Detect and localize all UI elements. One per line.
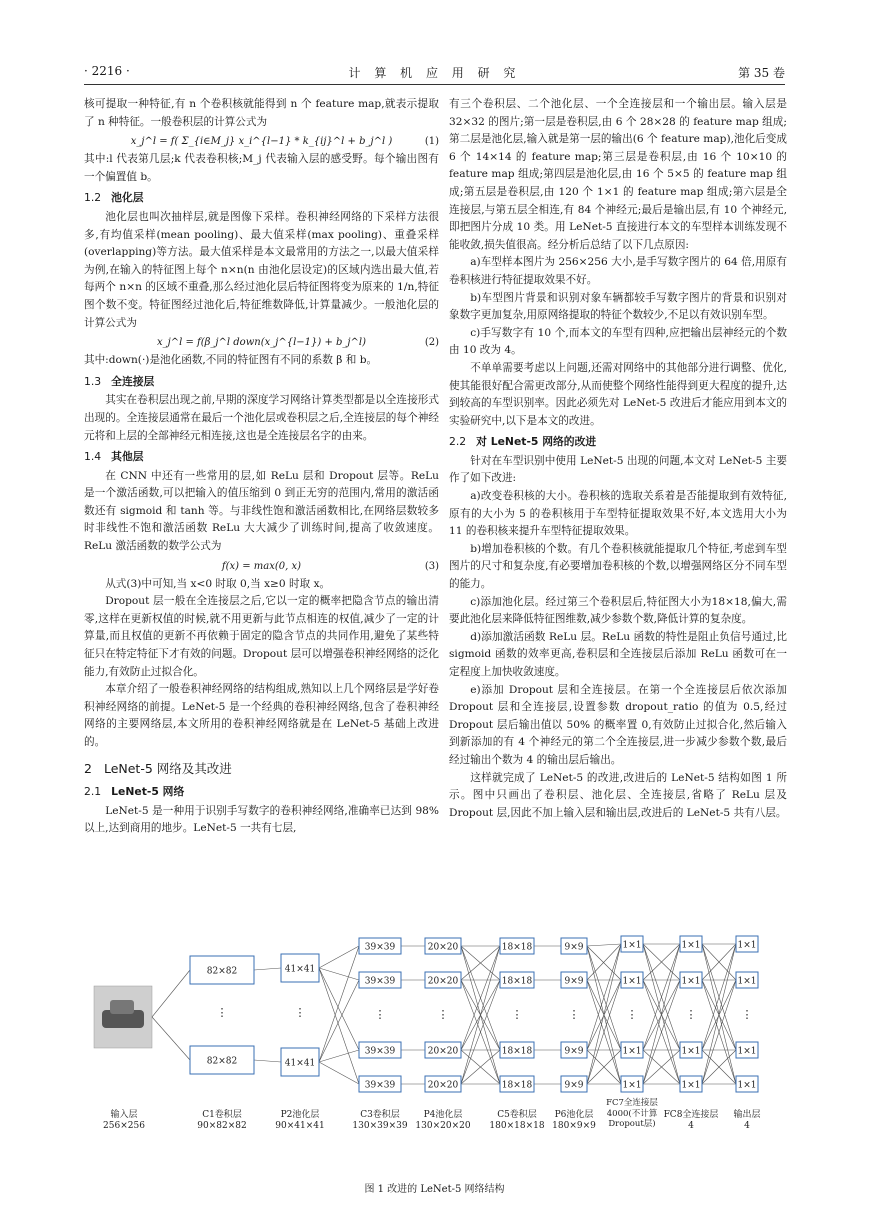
paragraph: 本章介绍了一般卷积神经网络的结构组成,熟知以上几个网络层是学好卷积神经网络的前提。LeNet-5 是一个经典的卷积神经网络,包含了卷积神经网络的主要网络层,本文所用的卷积神经网络就是在 LeNet-5 基础上改进的。 <box>84 683 439 748</box>
input-connection <box>152 970 190 1017</box>
paragraph: 在 CNN 中还有一些常用的层,如 ReLu 层和 Dropout 层等。ReLu 是一个激活函数,可以把输入的值压缩到 0 到正无穷的范围内,常用的激活函数还有 sigmoid 和 tanh 等。与非线性饱和激活函数相比,在网络层数较多时非线性不饱和激活函数 ReLu 大大减少了训练时间,提高了收敛速度。ReLu 激活函数的数学公式为 <box>84 469 439 553</box>
paragraph: 其实在卷积层出现之前,早期的深度学习网络计算类型都是以全连接形式出现的。全连接层通常在最后一个池化层或卷积层之后,全连接层的每个神经元将和上层的全部神经元相连接,这也是全连接层名字的由来。 <box>84 394 439 442</box>
fc7-box-label: 1×1 <box>622 1046 642 1057</box>
header-rule <box>84 84 785 85</box>
fc8-box-ellipsis: ⋮ <box>685 1008 697 1021</box>
journal-name: 计 算 机 应 用 研 究 <box>348 66 521 80</box>
section-heading: 1.3 全连接层 <box>84 374 155 388</box>
paragraph: 池化层也叫次抽样层,就是图像下采样。卷积神经网络的下采样方法很多,有均值采样(mean pooling)、最大值采样(max pooling)、重叠采样(overlapping)等方法。最大值采样是本文最常用的方法之一,以最大值采样为例,在输入的特征图上每个 n×n(n 由池化层设定)的区域内选出最大值,若每两个 n×n 的区域不重叠,那么经过池化层后特征图将变为原来的 1/n,特征图个数不变。特征图经过池化后,特征维数降低,计算量减少。一般池化层的计算公式为 <box>84 210 439 329</box>
input-layer-label-dim: 256×256 <box>103 1121 145 1131</box>
c1-box-label: 82×82 <box>206 966 238 977</box>
out-box-label: 1×1 <box>737 1046 757 1057</box>
fc7-layer-label-dim: 4000(不计算 <box>606 1109 658 1119</box>
p2-box-ellipsis: ⋮ <box>294 1006 306 1019</box>
conv-connection <box>319 946 359 968</box>
fc-connection <box>587 944 621 946</box>
fc7-box-ellipsis: ⋮ <box>626 1008 638 1021</box>
c3-layer-label: C3卷积层 <box>360 1110 400 1120</box>
p4-box-ellipsis: ⋮ <box>437 1008 449 1021</box>
c5-box-ellipsis: ⋮ <box>511 1008 523 1021</box>
fc8-layer-label-dim: 4 <box>688 1121 694 1131</box>
paragraph: 有三个卷积层、二个池化层、一个全连接层和一个输出层。输入层是 32×32 的图片;第一层是卷积层,由 6 个 28×28 的 feature map 组成;第二层是池化层,输入就是第一层的输出(6 个 feature map),池化后变成 6 个 14×14 的 feature map;第三层是卷积层,由 16 个 10×10 的 feature map 组成;第四层是池化层,由 16 个 5×5 的 feature map 组成;第五层是卷积层,由 120 个 1×1 的 feature map 组成;第六层是全连接层,与第五层全相连,有 84 个神经元;最后是输出层,有 10 个神经元,即把图片分成 10 类。用 LeNet-5 直接进行本文的车型样本训练发现不能收敛,损失值很高。经分析后总结了以下几点原因: <box>449 98 787 251</box>
c1-p2-connection <box>254 968 281 970</box>
paragraph: b)增加卷积核的个数。有几个卷积核就能提取几个特征,考虑到车型图片的尺寸和复杂度,有必要增加卷积核的个数,以增强网络区分不同车型的能力。 <box>449 542 787 591</box>
section-heading: 1.2 池化层 <box>84 191 144 205</box>
conv-connection <box>319 968 359 1050</box>
equation-1 <box>84 131 439 151</box>
conv-connection <box>319 1062 359 1084</box>
conv-connection <box>319 1050 359 1062</box>
paragraph: a)改变卷积核的大小。卷积核的选取关系着是否能提取到有效特征,原有的大小为 5 的卷积核用于车型特征提取效果不好,本文选用大小为 11 的卷积核来提升车型特征提取效果。 <box>449 490 787 538</box>
network-diagram <box>84 928 784 1168</box>
fc8-box-label: 1×1 <box>681 1046 701 1057</box>
conv-connection <box>319 980 359 1062</box>
p4-box-label: 20×20 <box>427 1046 459 1057</box>
p6-box-label: 9×9 <box>564 1046 584 1057</box>
c5-box-label: 18×18 <box>501 1046 533 1057</box>
out-box-label: 1×1 <box>737 1080 757 1091</box>
figure-caption: 图 1 改进的 LeNet-5 网络结构 <box>364 1184 505 1195</box>
car-roof-shape <box>110 1000 134 1014</box>
out-box-label: 1×1 <box>737 976 757 987</box>
equation-number: (2) <box>424 337 439 349</box>
equation-number: (3) <box>424 560 439 572</box>
input-connection <box>152 1017 190 1060</box>
p4-layer-label: P4池化层 <box>423 1110 463 1120</box>
c3-layer-label-dim: 130×39×39 <box>352 1121 408 1131</box>
p4-box-label: 20×20 <box>427 1080 459 1091</box>
c1-layer-label-dim: 90×82×82 <box>197 1121 247 1131</box>
c1-p2-connection <box>254 1060 281 1062</box>
conv-connection <box>319 946 359 1062</box>
equation-formula: f(x) = max(0, x) <box>221 560 302 572</box>
paragraph: LeNet-5 是一种用于识别手写数字的卷积神经网络,准确率已达到 98% 以上,达到商用的地步。LeNet-5 一共有七层, <box>84 804 439 835</box>
c1-layer-label: C1卷积层 <box>202 1110 242 1120</box>
c1-box-ellipsis: ⋮ <box>216 1006 228 1019</box>
p2-layer-label-dim: 90×41×41 <box>275 1121 325 1131</box>
section-heading: 1.4 其他层 <box>84 450 144 464</box>
paragraph: 不单单需要考虑以上问题,还需对网络中的其他部分进行调整、优化,使其能很好配合需更改部分,从而使整个网络性能得到更大程度的提升,达到较高的车型识别率。因此必须先对 LeNet-5 改进后才能应用到本文的实验研究中,以下是本文的改进。 <box>449 361 787 427</box>
out-box-label: 1×1 <box>737 940 757 951</box>
c5-layer-label: C5卷积层 <box>497 1110 537 1120</box>
p2-box-label: 41×41 <box>284 1058 316 1069</box>
right-column <box>449 96 787 822</box>
fc8-box-label: 1×1 <box>681 940 701 951</box>
paragraph: d)添加激活函数 ReLu 层。ReLu 函数的特性是阻止负信号通过,比 sigmoid 函数的效率更高,卷积层和全连接层后添加 ReLu 函数可在一定程度上加快收敛速度。 <box>449 630 787 678</box>
p6-box-label: 9×9 <box>564 942 584 953</box>
c3-box-label: 39×39 <box>364 976 396 987</box>
p4-box-label: 20×20 <box>427 976 459 987</box>
paragraph: Dropout 层一般在全连接层之后,它以一定的概率把隐含节点的输出清零,这样在更新权值的时候,就不用更新与此节点相连的权值,减少了一定的计算量,而且权值的更新不再依赖于固定的隐含节点的共同作用,避免了某些特征只在特定特征下才有效的问题。Dropout 层可以增强卷积神经网络的泛化能力,有效防止过拟合化。 <box>84 595 439 678</box>
p2-box-label: 41×41 <box>284 964 316 975</box>
c1-box-label: 82×82 <box>206 1056 238 1067</box>
p6-box-label: 9×9 <box>564 976 584 987</box>
section-heading: 2.2 对 LeNet-5 网络的改进 <box>449 435 597 449</box>
conv-connection <box>319 968 359 980</box>
paragraph: 其中:l 代表第几层;k 代表卷积核;M_j 代表输入层的感受野。每个输出图有一个偏置值 b。 <box>84 153 439 183</box>
paragraph: 从式(3)中可知,当 x<0 时取 0,当 x≥0 时取 x。 <box>105 577 331 590</box>
p6-box-ellipsis: ⋮ <box>568 1008 580 1021</box>
left-column <box>84 96 439 838</box>
p2-layer-label: P2池化层 <box>280 1110 320 1120</box>
paragraph: 其中:down(·)是池化函数,不同的特征图有不同的系数 β 和 b。 <box>84 354 378 367</box>
paragraph: c)手写数字有 10 个,而本文的车型有四种,应把输出层神经元的个数由 10 改为 4。 <box>449 326 787 357</box>
paragraph: 针对在车型识别中使用 LeNet-5 出现的问题,本文对 LeNet-5 主要作了如下改进: <box>449 454 787 485</box>
c5-box-label: 18×18 <box>501 942 533 953</box>
section-heading: 2.1 LeNet-5 网络 <box>84 785 185 799</box>
volume-label: 第 35 卷 <box>738 66 785 80</box>
fc8-layer-label: FC8全连接层 <box>663 1110 719 1120</box>
p6-layer-label-dim: 180×9×9 <box>552 1121 596 1131</box>
output-layer-label: 输出层 <box>733 1110 761 1120</box>
fc8-box-label: 1×1 <box>681 976 701 987</box>
chapter-heading: 2 LeNet-5 网络及其改进 <box>84 760 232 776</box>
equation-number: (1) <box>424 136 439 148</box>
paragraph: e)添加 Dropout 层和全连接层。在第一个全连接层后依次添加 Dropout 层和全连接层,设置参数 dropout_ratio 的值为 0.5,经过 Dropout 层后输出值以 50% 的概率置 0,有效防止过拟合化,然后输入到新添加的有 4 个神经元的第二个全连接层,进一步减少参数个数,最后经过输出个数为 4 的输出层后输出。 <box>449 683 787 766</box>
fc8-box-label: 1×1 <box>681 1080 701 1091</box>
conv-connection <box>319 968 359 1084</box>
network-diagram-svg <box>84 928 784 1168</box>
p4-layer-label-dim: 130×20×20 <box>415 1121 471 1131</box>
fc7-box-label: 1×1 <box>622 976 642 987</box>
out-box-ellipsis: ⋮ <box>741 1008 753 1021</box>
equation-2 <box>84 332 439 352</box>
paragraph: a)车型样本图片为 256×256 大小,是手写数字图片的 64 倍,用原有卷积核进行特征提取效果不好。 <box>449 256 787 286</box>
c5-box-label: 18×18 <box>501 976 533 987</box>
c5-box-label: 18×18 <box>501 1080 533 1091</box>
c3-box-ellipsis: ⋮ <box>374 1008 386 1021</box>
c3-box-label: 39×39 <box>364 1046 396 1057</box>
running-header <box>84 64 785 86</box>
paragraph: 这样就完成了 LeNet-5 的改进,改进后的 LeNet-5 结构如图 1 所示。图中只画出了卷积层、池化层、全连接层,省略了 ReLu 层及 Dropout 层,因此不加上输入层和输出层,改进后的 LeNet-5 共有八层。 <box>449 771 787 819</box>
page-number: · 2216 · <box>84 64 130 78</box>
paragraph: c)添加池化层。经过第三个卷积层后,特征图大小为18×18,偏大,需要此池化层来降低特征图维数,减少参数个数,降低计算的复杂度。 <box>449 595 787 626</box>
equation-formula: x_j^l = f( Σ_{i∈M_j} x_i^{l−1} * k_{ij}^l + b_j^l ) <box>130 136 393 148</box>
c3-box-label: 39×39 <box>364 942 396 953</box>
paragraph: b)车型图片背景和识别对象车辆都较手写数字图片的背景和识别对象数字更加复杂,用原网络提取的特征个数较少,不足以有效识别车型。 <box>449 291 787 322</box>
equation-3 <box>84 556 439 576</box>
fc7-layer-label: FC7全连接层 <box>606 1098 658 1108</box>
c5-layer-label-dim: 180×18×18 <box>489 1121 545 1131</box>
p6-layer-label: P6池化层 <box>554 1110 594 1120</box>
output-layer-label-dim: 4 <box>744 1121 750 1131</box>
c3-box-label: 39×39 <box>364 1080 396 1091</box>
input-layer-label: 输入层 <box>110 1110 138 1120</box>
fc7-box-label: 1×1 <box>622 1080 642 1091</box>
fc7-box-label: 1×1 <box>622 940 642 951</box>
p4-box-label: 20×20 <box>427 942 459 953</box>
paragraph: 核可提取一种特征,有 n 个卷积核就能得到 n 个 feature map,就表示提取了 n 种特征。一般卷积层的计算公式为 <box>84 98 439 128</box>
p6-box-label: 9×9 <box>564 1080 584 1091</box>
fc7-layer-label-note: Dropout层) <box>608 1119 656 1129</box>
equation-formula: x_j^l = f(β_j^l down(x_j^{l−1}) + b_j^l) <box>156 337 367 349</box>
